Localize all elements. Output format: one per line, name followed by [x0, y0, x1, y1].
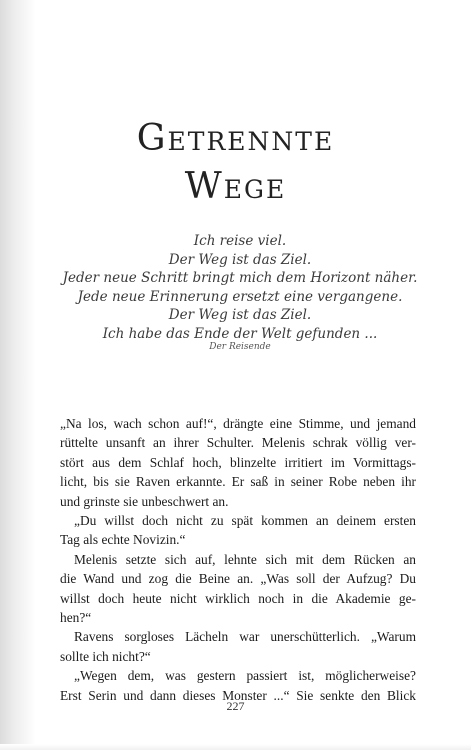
text-line: „Na los, wach schon auf!“, drängte eine Stimme, und jemand	[60, 416, 416, 431]
text-line: die Wand und zog die Beine an. „Was soll der Aufzug? Du	[60, 571, 416, 587]
chapter-title-line-1: Getrennte	[136, 118, 335, 159]
text-line: willst doch heute nicht wirklich noch in die Akademie ge-	[60, 590, 416, 606]
poem-line: Der Weg ist das Ziel.	[168, 307, 312, 323]
text-line: Melenis setzte sich auf, lehnte sich mit dem Rücken an	[74, 551, 416, 567]
poem-attribution: Der Reisende	[209, 342, 271, 352]
text-line: licht, bis sie Raven erkannte. Er saß in seiner Robe neben ihr	[60, 474, 416, 490]
page-bottom-edge	[0, 744, 471, 750]
poem-line: Der Weg ist das Ziel.	[168, 251, 312, 268]
text-line: rüttelte unsanft an ihrer Schulter. Melenis schrak völlig ver-	[60, 435, 416, 451]
text-line: hen?“	[60, 610, 92, 626]
text-line: Tag als echte Novizin.“	[60, 532, 186, 548]
text-line: Ravens sorgloses Lächeln war unerschütterlich. „Warum	[74, 629, 416, 645]
text-line: „Du willst doch nicht zu spät kommen an deinem ersten	[74, 513, 416, 529]
poem-line: Ich habe das Ende der Welt gefunden ...	[102, 325, 378, 342]
text-line: sollte ich nicht?“	[60, 648, 151, 664]
text-line: „Wegen dem, was gestern passiert ist, möglicherweise?	[74, 668, 416, 684]
text-line: Erst Serin und dann dieses Monster ...“ Sie senkte den Blick	[60, 687, 416, 703]
epigraph-poem	[60, 232, 420, 353]
page-gutter-shadow	[0, 0, 36, 750]
poem-line: Ich reise viel.	[193, 233, 287, 249]
page-number: 227	[226, 699, 245, 713]
chapter-title-line-2: Wege	[184, 166, 287, 207]
text-line: und grinste sie unbeschwert an.	[60, 493, 229, 509]
body-text	[60, 414, 416, 705]
text-line: stört aus dem Schlaf hoch, blinzelte irritiert im Vormittags-	[60, 454, 416, 470]
poem-line: Jeder neue Schritt bringt mich dem Horizont näher.	[62, 270, 418, 286]
poem-line: Jede neue Erinnerung ersetzt eine vergangene.	[77, 288, 403, 305]
